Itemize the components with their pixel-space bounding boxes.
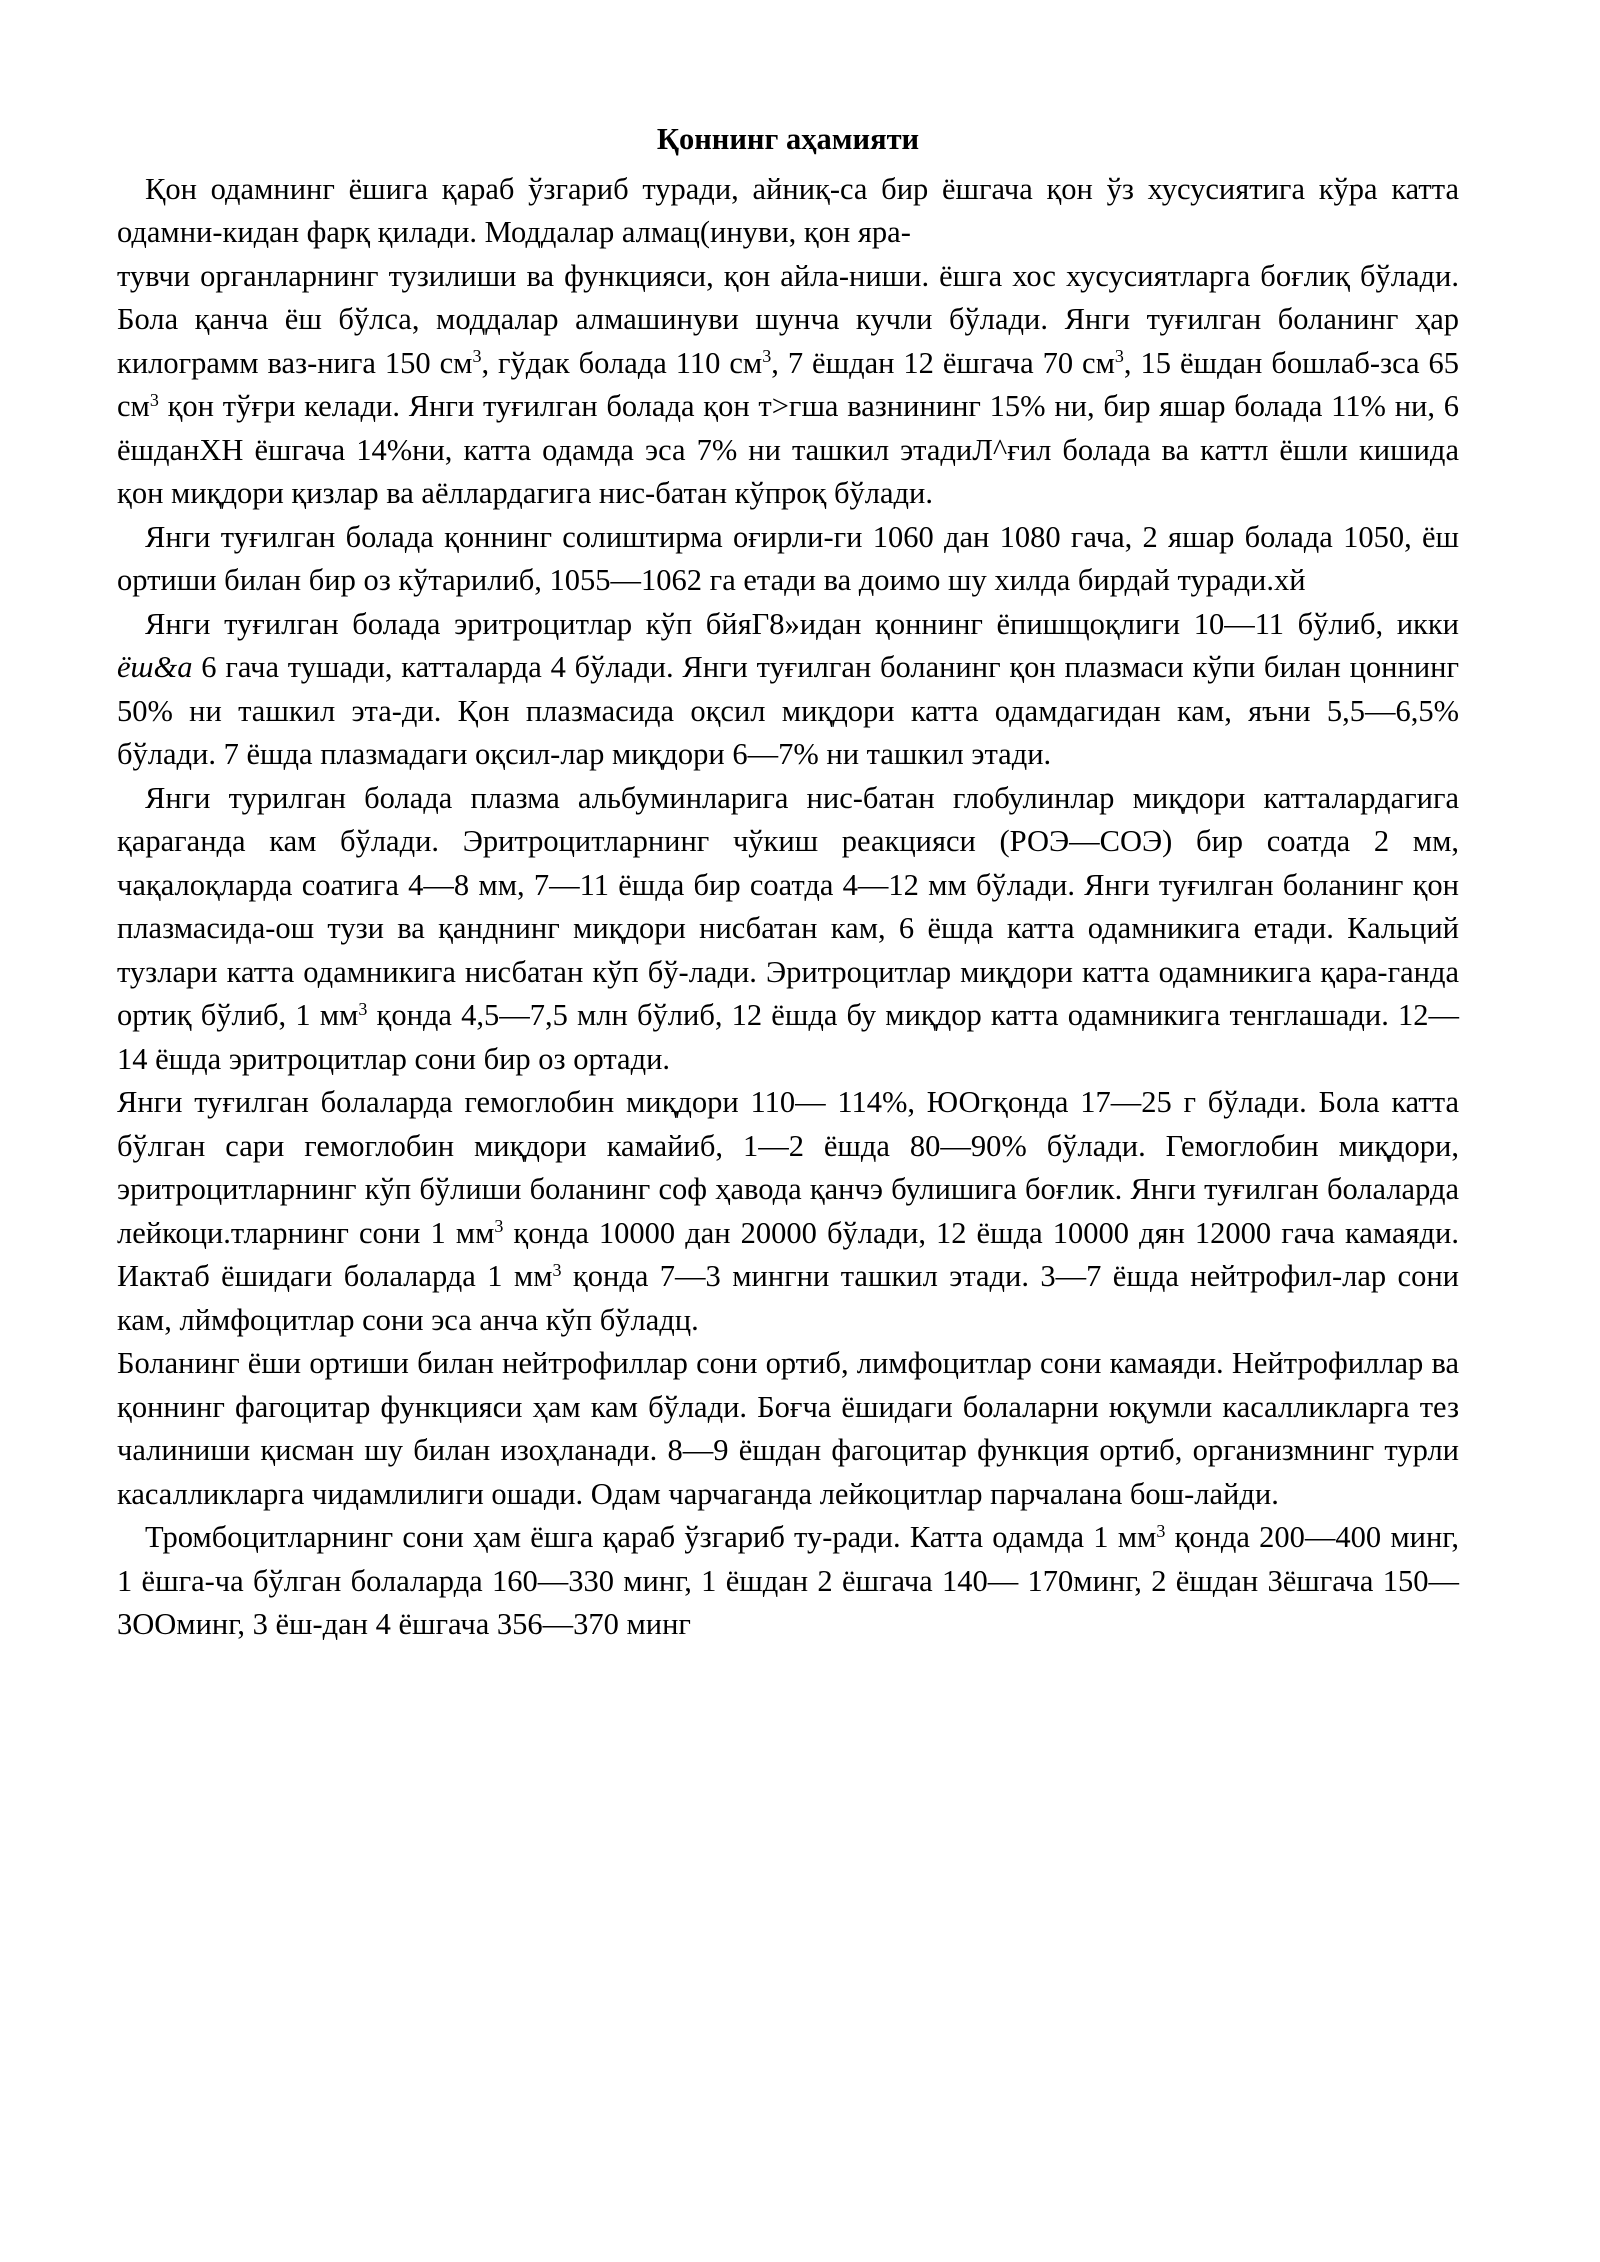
superscript: 3 [494, 1216, 504, 1237]
document-page [117, 118, 1459, 1647]
text-segment: Янги туғилган болада қоннинг солиштирма оғирли-ги 1060 дан 1080 гача, 2 яшар болада 1050, ёш ортиши билан бир оз кўтарилиб, 1055—1062 га етади ва доимо шу хилда бирдай туради.хй [117, 519, 1459, 597]
document-body [117, 168, 1459, 1647]
paragraph-p4 [117, 603, 1459, 777]
text-segment: қон тўғри келади. Янги туғилган болада қон т>гша вазнининг 15% ни, бир яшар болада 11% ни, 6 ёшданХН ёшгача 14%ни, катта одамда эса 7% ни ташкил этадиЛ^ғил болада ва каттл ёшли кишида қон миқдори қизлар ва аёллардагига нис-батан кўпроқ бўлади. [117, 389, 1459, 510]
paragraph-p3 [117, 516, 1459, 603]
superscript: 3 [552, 1259, 562, 1280]
text-segment: , 7 ёшдан 12 ёшгача 70 см [771, 345, 1115, 380]
text-segment: қонда 10000 дан 20000 бўлади, 12 ёшда 10000 дян 12000 гача камаяди. Иактаб ёшидаги болаларда 1 мм [117, 1215, 1459, 1293]
paragraph-p2 [117, 255, 1459, 516]
text-segment: Қон одамнинг ёшига қараб ўзгариб туради, айниқ-са бир ёшгача қон ўз хусусиятига кўра катта одамни-кидан фарқ қилади. Моддалар алмац(инуви, қон яра- [117, 171, 1459, 249]
paragraph-p8 [117, 1516, 1459, 1647]
paragraph-p1 [117, 168, 1459, 255]
document-title: Қоннинг аҳамияти [656, 122, 920, 156]
italic-text: ёш&а [117, 650, 193, 684]
superscript: 3 [1114, 346, 1124, 367]
text-segment: Янги турилган болада плазма альбуминларига нис-батан глобулинлар миқдори катталардагига қараганда кам бўлади. Эритроцитларнинг чўкиш реакцияси (РОЭ—СОЭ) бир соатда 2 мм, чақалоқларда соатига 4—8 мм, 7—11 ёшда бир соатда 4—12 мм бўлади. Янги туғилган боланинг қон плазмасида-ош тузи ва қанднинг миқдори нисбатан кам, 6 ёшда катта одамникига етади. Кальций тузлари катта одамникига нисбатан кўп бў-лади. Эритроцитлар миқдори катта одамникига қара-ганда ортиқ бўлиб, 1 мм [117, 780, 1459, 1032]
text-segment: Янги туғилган болада эритроцитлар кўп бйяГ8»идан қоннинг ёпишщоқлиги 10—11 бўлиб, икки [145, 606, 1459, 641]
text-segment: Янги туғилган болаларда гемоглобин миқдори 110— 114%, ЮОгқонда 17—25 г бўлади. Бола катта бўлган сари гемоглобин миқдори камайиб, 1—2 ёшда 80—90% бўлади. Гемоглобин миқдори, эритроцитларнинг кўп бўлиши боланинг соф ҳавода қанчэ булишига боғлик. Янги туғилган болаларда лейкоци.тларнинг сони 1 мм [117, 1085, 1459, 1250]
paragraph-p5 [117, 777, 1459, 1082]
paragraph-p6 [117, 1081, 1459, 1342]
text-segment: , 15 ёшдан бошлаб-зса 65 см [117, 345, 1459, 423]
text-segment: қонда 4,5—7,5 млн бўлиб, 12 ёшда бу миқдор катта одамникига тенглашади. 12— 14 ёшда эритроцитлар сони бир оз ортади. [117, 998, 1460, 1076]
superscript: 3 [149, 389, 159, 410]
text-segment: 6 гача тушади, катталарда 4 бўлади. Янги туғилган боланинг қон плазмаси кўпи билан цоннинг 50% ни ташкил эта-ди. Қон плазмасида оқсил миқдори катта одамдагидан кам, яъни 5,5—6,5% бўлади. 7 ёшда плазмадаги оқсил-лар миқдори 6—7% ни ташкил этади. [117, 650, 1459, 771]
text-segment: қонда 200—400 минг, 1 ёшга-ча бўлган болаларда 160—330 минг, 1 ёшдан 2 ёшгача 140— 170минг, 2 ёшдан 3ёшгача 150—3ООминг, 3 ёш-дан 4 ёшгача 356—370 минг [117, 1520, 1459, 1641]
text-segment: қонда 7—3 мингни ташкил этади. 3—7 ёшда нейтрофил-лар сони кам, лймфоцитлар сони эса анча кўп бўладц. [117, 1259, 1459, 1337]
paragraph-p7 [117, 1342, 1459, 1516]
superscript: 3 [358, 998, 368, 1019]
text-segment: Тромбоцитларнинг сони ҳам ёшга қараб ўзгариб ту-ради. Катта одамда 1 мм [145, 1520, 1157, 1554]
text-segment: , гўдак болада 110 см [481, 345, 763, 380]
superscript: 3 [1156, 1520, 1166, 1541]
text-segment: тувчи органларнинг тузилиши ва функцияси, қон айла-ниши. ёшга хос хусусиятларга боғлиқ бўлади. Бола қанча ёш бўлса, моддалар алмашинуви шунча кучли бўлади. Янги туғилган боланинг ҳар килограмм ваз-нига 150 см [117, 258, 1459, 380]
superscript: 3 [472, 346, 482, 367]
superscript: 3 [762, 346, 772, 367]
text-segment: Боланинг ёши ортиши билан нейтрофиллар сони ортиб, лимфоцитлар сони камаяди. Нейтрофиллар ва қоннинг фагоцитар функцияси ҳам кам бўлади. Боғча ёшидаги болаларни юқумли касалликларга тез чалиниши қисман шу билан изоҳланади. 8—9 ёшдан фагоцитар функция ортиб, организмнинг турли касалликларга чидамлилиги ошади. Одам чарчаганда лейкоцитлар парчалана бош-лайди. [117, 1346, 1459, 1511]
